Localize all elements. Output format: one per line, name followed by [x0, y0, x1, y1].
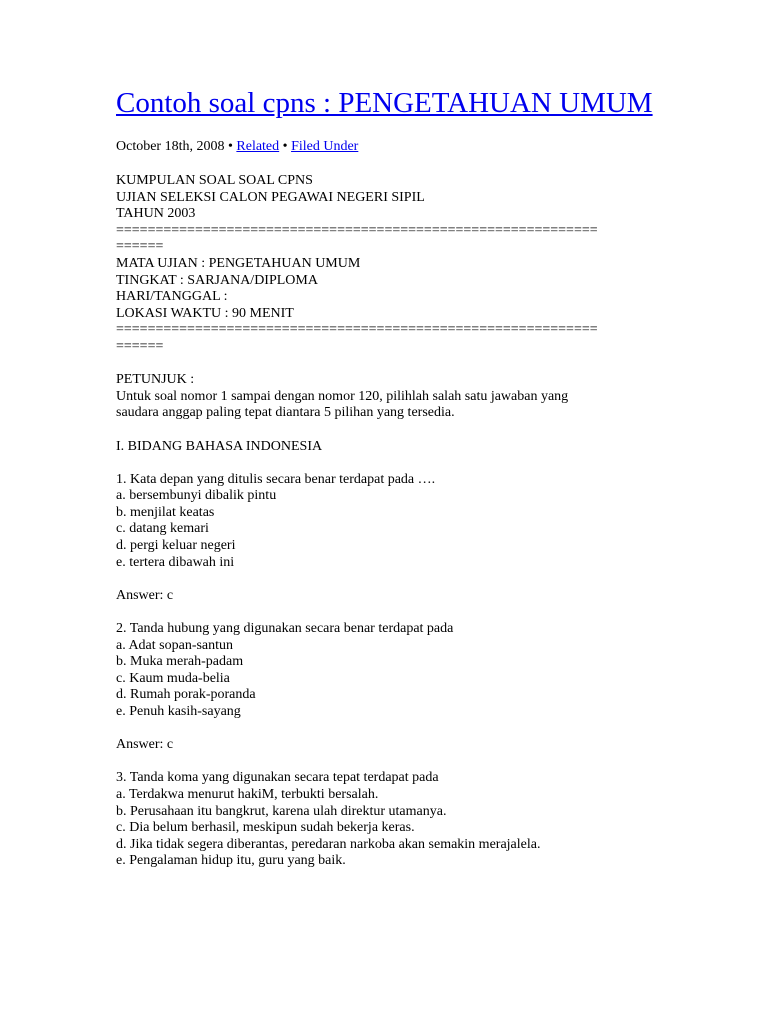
- header-line: TAHUN 2003: [116, 206, 196, 222]
- answer-key: Answer: c: [116, 737, 174, 753]
- answer-option: c. Dia belum berhasil, meskipun sudah bekerja keras.: [116, 820, 415, 836]
- answer-key: Answer: c: [116, 587, 174, 603]
- answer-option: b. Perusahaan itu bangkrut, karena ulah direktur utamanya.: [116, 803, 447, 819]
- divider-line: ======: [116, 239, 164, 255]
- divider-line: ======: [116, 338, 164, 354]
- section-title: [116, 439, 656, 456]
- meta-separator: •: [282, 139, 288, 154]
- related-link[interactable]: Related: [236, 139, 280, 154]
- answer-option: d. Rumah porak-poranda: [116, 687, 256, 703]
- question-2: [116, 621, 656, 721]
- answer-option: e. Pengalaman hidup itu, guru yang baik.: [116, 853, 346, 869]
- answer-option: e. Penuh kasih-sayang: [116, 704, 241, 719]
- filed-under-link[interactable]: Filed Under: [291, 139, 359, 154]
- instructions-heading: PETUNJUK :: [116, 372, 195, 388]
- answer-option: e. tertera dibawah ini: [116, 554, 235, 570]
- answer-option: a. Terdakwa menurut hakiM, terbukti bersalah.: [116, 786, 379, 802]
- header-line: HARI/TANGGAL :: [116, 289, 228, 305]
- answer-option: b. Muka merah-padam: [116, 654, 244, 670]
- question-1: [116, 472, 656, 572]
- exam-header: [116, 173, 656, 356]
- answer-option: b. menjilat keatas: [116, 504, 215, 520]
- page-title: [116, 86, 656, 120]
- answer-option: d. Jika tidak segera diberantas, peredaran narkoba akan semakin merajalela.: [116, 836, 541, 852]
- section-heading: I. BIDANG BAHASA INDONESIA: [116, 438, 323, 454]
- instructions-text: Untuk soal nomor 1 sampai dengan nomor 120, pilihlah salah satu jawaban yang: [116, 388, 569, 404]
- answer-option: d. pergi keluar negeri: [116, 538, 236, 554]
- answer-option: c. datang kemari: [116, 521, 209, 537]
- instructions: [116, 372, 656, 422]
- answer-option: a. Adat sopan-santun: [116, 637, 234, 653]
- header-line: LOKASI WAKTU : 90 MENIT: [116, 305, 294, 321]
- header-line: KUMPULAN SOAL SOAL CPNS: [116, 173, 313, 188]
- divider-line: =============================================================: [116, 322, 598, 338]
- document-page: [116, 86, 656, 887]
- header-line: TINGKAT : SARJANA/DIPLOMA: [116, 272, 318, 288]
- answer-option: c. Kaum muda-belia: [116, 670, 230, 686]
- post-meta: [116, 139, 656, 155]
- answer-option: a. bersembunyi dibalik pintu: [116, 488, 277, 504]
- question-text: 3. Tanda koma yang digunakan secara tepat terdapat pada: [116, 770, 439, 786]
- question-3: [116, 770, 656, 870]
- meta-separator: •: [227, 139, 233, 154]
- question-text: 1. Kata depan yang ditulis secara benar terdapat pada ….: [116, 471, 436, 487]
- answer-2: [116, 737, 656, 754]
- article-body: [116, 173, 656, 870]
- answer-1: [116, 588, 656, 605]
- title-link[interactable]: Contoh soal cpns : PENGETAHUAN UMUM: [116, 87, 653, 119]
- post-date: October 18th, 2008: [116, 139, 225, 154]
- divider-line: =============================================================: [116, 222, 598, 238]
- question-text: 2. Tanda hubung yang digunakan secara benar terdapat pada: [116, 621, 454, 637]
- header-line: MATA UJIAN : PENGETAHUAN UMUM: [116, 255, 361, 271]
- instructions-text: saudara anggap paling tepat diantara 5 pilihan yang tersedia.: [116, 405, 455, 421]
- header-line: UJIAN SELEKSI CALON PEGAWAI NEGERI SIPIL: [116, 189, 425, 205]
